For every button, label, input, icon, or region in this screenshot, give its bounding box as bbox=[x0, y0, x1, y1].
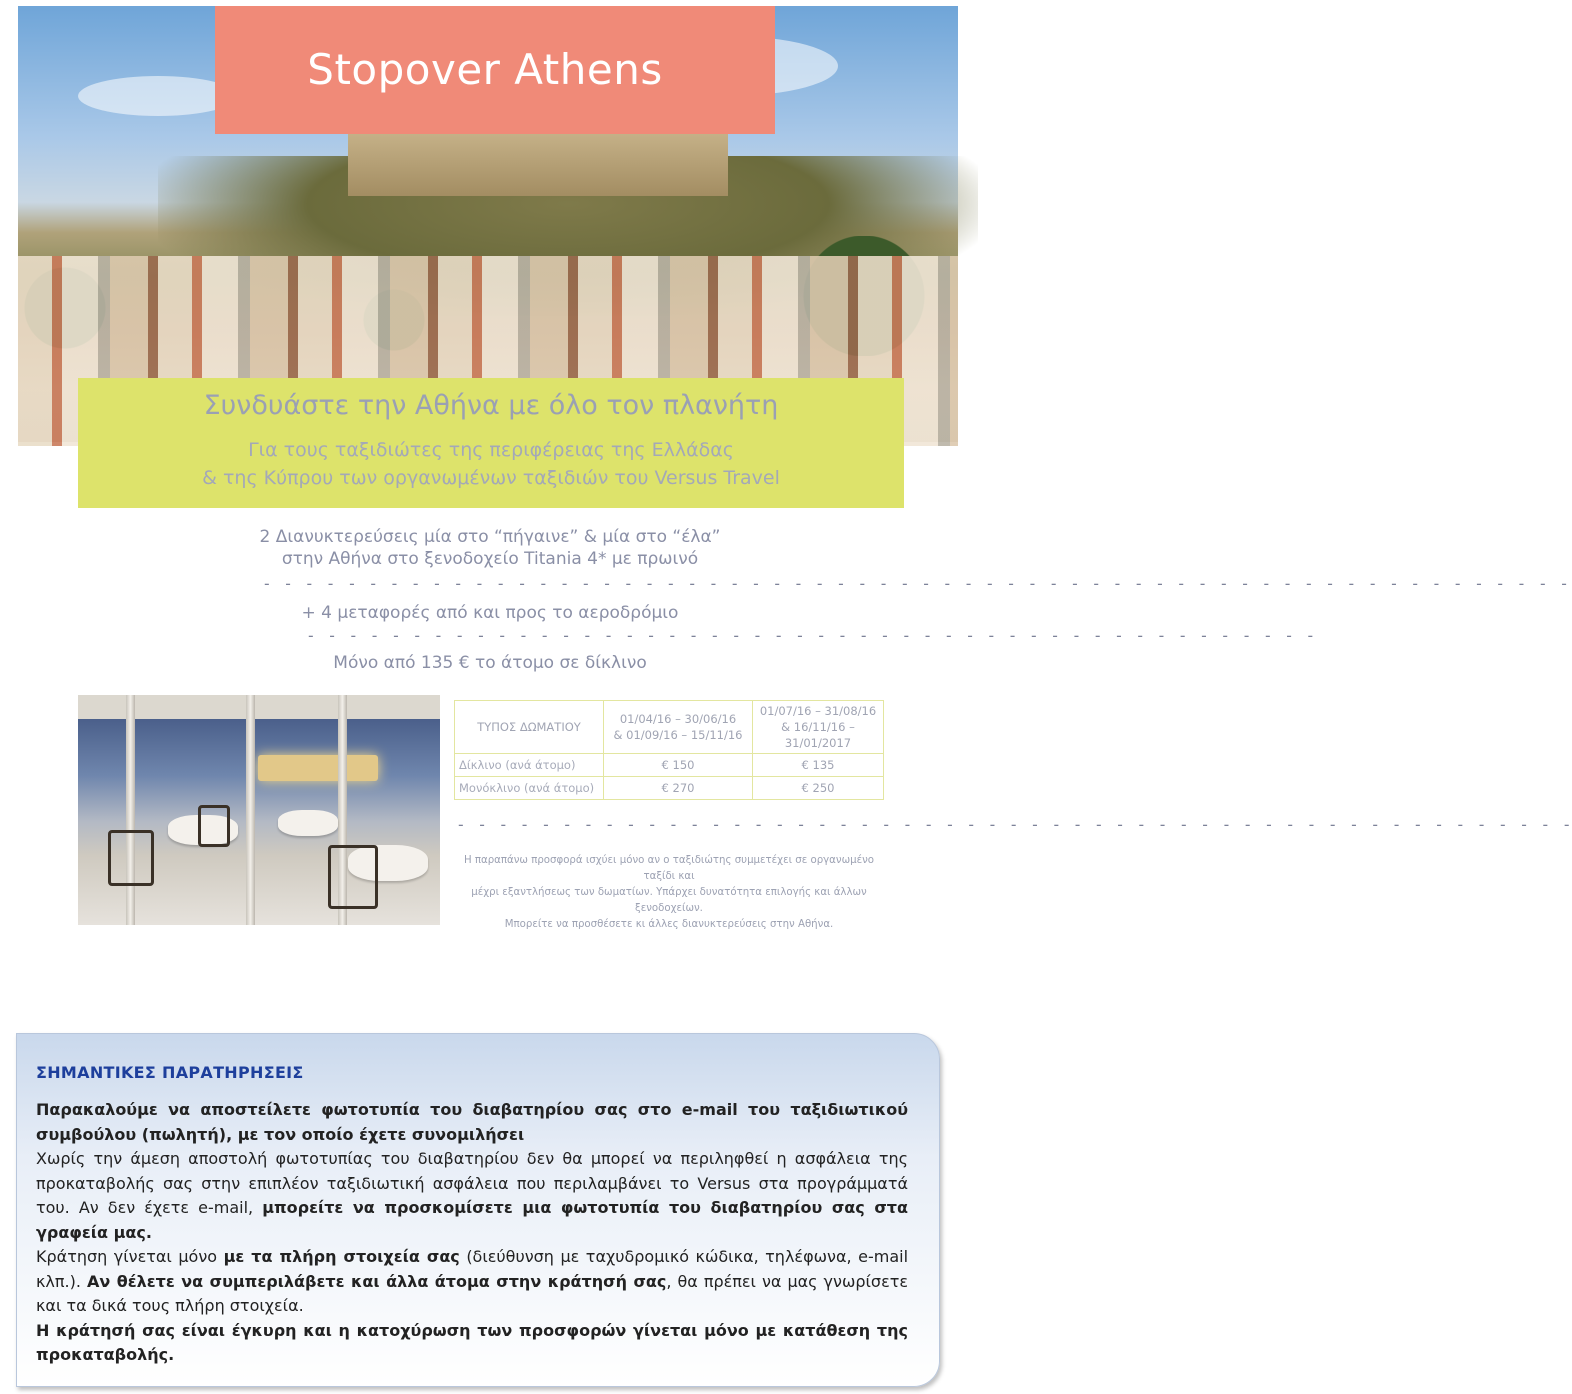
rates-period1-b: & 01/09/16 – 15/11/16 bbox=[613, 728, 743, 742]
rates-room-single: Μονόκλινο (ανά άτομο) bbox=[455, 777, 604, 800]
important-p4-bold: Η κράτησή σας είναι έγκυρη και η κατοχύρωση των προσφορών γίνεται μόνο με κατάθεση της προκαταβολής. bbox=[36, 1320, 908, 1364]
rates-header-period1 bbox=[604, 701, 753, 754]
important-p3 bbox=[36, 1245, 908, 1319]
rates-period1-a: 01/04/16 – 30/06/16 bbox=[619, 712, 737, 726]
important-p3-text3: , θα πρέπει να μας γνωρίσετε και τα δικά τους πλήρη στοιχεία. bbox=[36, 1271, 909, 1315]
rates-header-row bbox=[455, 701, 884, 754]
offer-price bbox=[160, 652, 820, 674]
dashed-divider: - - - - - - - - - - - - - - - - - - - - - - - - - - - - - - - - - - - - - - - - - - - - - - - - - - - - - bbox=[456, 815, 1572, 834]
rates-room-double: Δίκλινο (ανά άτομο) bbox=[455, 754, 604, 777]
chair-shape bbox=[198, 805, 230, 847]
acropolis-night-shape bbox=[258, 755, 378, 781]
rates-price-cell: € 135 bbox=[753, 754, 884, 777]
note-line1: Η παραπάνω προσφορά ισχύει μόνο αν ο ταξιδιώτης συμμετέχει σε οργανωμένο ταξίδι και bbox=[463, 855, 875, 882]
important-p1 bbox=[36, 1098, 908, 1147]
offer-line3: + 4 μεταφορές από και προς το αεροδρόμιο bbox=[301, 603, 679, 623]
dashed-divider: - - - - - - - - - - - - - - - - - - - - - - - - - - - - - - - - - - - - - - - - - - - - - - - - bbox=[306, 626, 1317, 645]
important-p4 bbox=[36, 1319, 908, 1368]
table-row bbox=[455, 777, 884, 800]
promo-subtitle-line2: & της Κύπρου των οργανωμένων ταξιδιών του Versus Travel bbox=[202, 467, 780, 489]
rates-price-cell: € 250 bbox=[753, 777, 884, 800]
rates-header-period2 bbox=[753, 701, 884, 754]
promo-subtitle-line1: Για τους ταξιδιώτες της περιφέρειας της Ελλάδας bbox=[248, 439, 734, 461]
table-row bbox=[455, 754, 884, 777]
offer-line4: Μόνο από 135 € το άτομο σε δίκλινο bbox=[333, 653, 647, 673]
cloud-shape bbox=[78, 76, 238, 116]
rates-header-room: ΤΥΠΟΣ ΔΩΜΑΤΙΟΥ bbox=[455, 701, 604, 754]
important-title: ΣΗΜΑΝΤΙΚΕΣ ΠΑΡΑΤΗΡΗΣΕΙΣ bbox=[36, 1063, 304, 1082]
promo-headline: Συνδυάστε την Αθήνα με όλο τον πλανήτη bbox=[203, 390, 779, 421]
offer-line1: 2 Διανυκτερεύσεις μία στο “πήγαινε” & μία στο “έλα” bbox=[259, 527, 721, 547]
chair-shape bbox=[108, 830, 154, 886]
terrace-column bbox=[246, 695, 255, 925]
promo-subtitle bbox=[78, 436, 904, 492]
important-p3-text1: Κράτηση γίνεται μόνο bbox=[36, 1247, 224, 1266]
note-line2: μέχρι εξαντλήσεως των δωματίων. Υπάρχει δυνατότητα επιλογής και άλλων ξενοδοχείων. bbox=[471, 887, 867, 914]
chair-shape bbox=[328, 845, 378, 909]
important-p1-bold: Παρακαλούμε να αποστείλετε φωτοτυπία του διαβατηρίου σας στο e-mail του ταξιδιωτικού συμβούλου (πωλητή), με τον οποίο έχετε συνομιλήσει bbox=[36, 1100, 908, 1144]
note-line3: Μπορείτε να προσθέσετε κι άλλες διανυκτερεύσεις στην Αθήνα. bbox=[504, 919, 834, 930]
important-p2-bold: μπορείτε να προσκομίσετε μια φωτοτυπία του διαβατηρίου σας στα γραφεία μας. bbox=[36, 1198, 908, 1242]
important-body bbox=[36, 1098, 908, 1368]
dashed-divider: - - - - - - - - - - - - - - - - - - - - - - - - - - - - - - - - - - - - - - - - - - - - - - - - - - - - - - - - - - - - - - bbox=[262, 574, 1570, 593]
offer-line2: στην Αθήνα στο ξενοδοχείο Titania 4* με πρωινό bbox=[281, 549, 699, 569]
rates-table bbox=[454, 700, 884, 800]
terrace-column bbox=[126, 695, 135, 925]
rates-period2-a: 01/07/16 – 31/08/16 bbox=[759, 704, 877, 718]
offer-note bbox=[452, 853, 886, 933]
rates-price-cell: € 150 bbox=[604, 754, 753, 777]
important-p3-text2: (διεύθυνση με ταχυδρομικό κώδικα, τηλέφωνα, e-mail κλπ.). bbox=[36, 1247, 909, 1291]
offer-transfers bbox=[160, 602, 820, 624]
rates-period2-b: & 16/11/16 – 31/01/2017 bbox=[781, 720, 855, 750]
important-p3-bold1: με τα πλήρη στοιχεία σας bbox=[223, 1247, 460, 1266]
table-shape bbox=[278, 810, 338, 836]
important-p2 bbox=[36, 1147, 908, 1245]
rates-price-cell: € 270 bbox=[604, 777, 753, 800]
page-title: Stopover Athens bbox=[307, 45, 663, 94]
parthenon-shape bbox=[348, 126, 728, 196]
offer-block bbox=[160, 526, 820, 570]
important-p3-bold2: Αν θέλετε να συμπεριλάβετε και άλλα άτομα στην κράτησή σας bbox=[86, 1271, 667, 1291]
important-p2-text: Χωρίς την άμεση αποστολή φωτοτυπίας του διαβατηρίου δεν θα μπορεί να περιληφθεί η ασφάλεια της προκαταβολής σας στην επιπλέον ταξιδιωτική ασφάλεια που περιλαμβάνει το Versus στα προγράμματά του. Αν δεν έχετε e-mail, bbox=[36, 1149, 908, 1217]
hotel-terrace-image bbox=[78, 695, 440, 925]
